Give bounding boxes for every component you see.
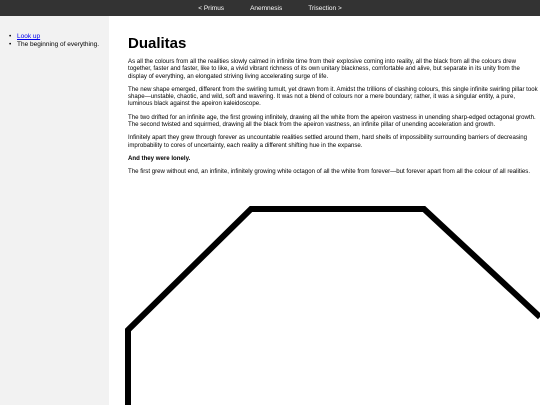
octagon-illustration: [124, 205, 540, 405]
nav-current-page: Anemnesis: [250, 4, 283, 12]
sidebar-item-look-up: [8, 33, 99, 41]
sidebar-list: [8, 33, 99, 48]
page-title: Dualitas: [128, 35, 187, 52]
emphasis-paragraph: And they were lonely.: [128, 154, 191, 162]
sidebar: [0, 16, 109, 405]
octagon-outline: [128, 209, 540, 405]
look-up-link[interactable]: Look up: [17, 33, 41, 40]
paragraph: The two drifted for an infinite age, the first growing infinitely, drawing all the white from the apeiron vastness in unending sharp-edged octagonal growth. The second twisted and squirmed, drawing all the black from the apeiron vastness, an infinite pillar of unending acceleration and growth.: [128, 113, 536, 129]
bullet-icon: •: [9, 40, 12, 48]
top-navigation-bar: [0, 0, 540, 16]
nav-prev-link[interactable]: < Primus: [198, 4, 225, 12]
sidebar-item-beginning: [8, 41, 99, 49]
paragraph: The new shape emerged, different from the swirling tumult, yet drawn from it. Amidst the trillions of clashing colours, this single infinite swirling pillar took shape—unstable, chaotic, and wild, soft and wavering. It was not a blend of colours nor a mere boundary; rather, it was a singular entity, a pure, luminous black against the apeiron kaleidoscope.: [128, 85, 538, 108]
bullet-icon: •: [9, 33, 12, 40]
nav-next-link[interactable]: Trisection >: [308, 4, 342, 12]
paragraph: Infinitely apart they grew through forever as uncountable realities settled around them, hard shells of impossibility surrounding barriers of decreasing improbability to cores of uncertainty, each reality a different shifting hue in the expanse.: [128, 134, 528, 149]
article-body: [128, 58, 539, 182]
sidebar-item-label: The beginning of everything.: [17, 40, 100, 48]
paragraph: As all the colours from all the realities slowly calmed in infinite time from their explosive coming into reality, all the black from all the colours drew together, faster and faster, like to like, a vivid vibrant richness of its own unitary blackness, comfortable and alive, but separate in its unity from the display of everything, an elongated striving living accelerating surge of life.: [128, 58, 520, 80]
paragraph: The first grew without end, an infinite, infinitely growing white octagon of all the white from forever—but forever apart from all the colour of all realities.: [128, 168, 531, 176]
